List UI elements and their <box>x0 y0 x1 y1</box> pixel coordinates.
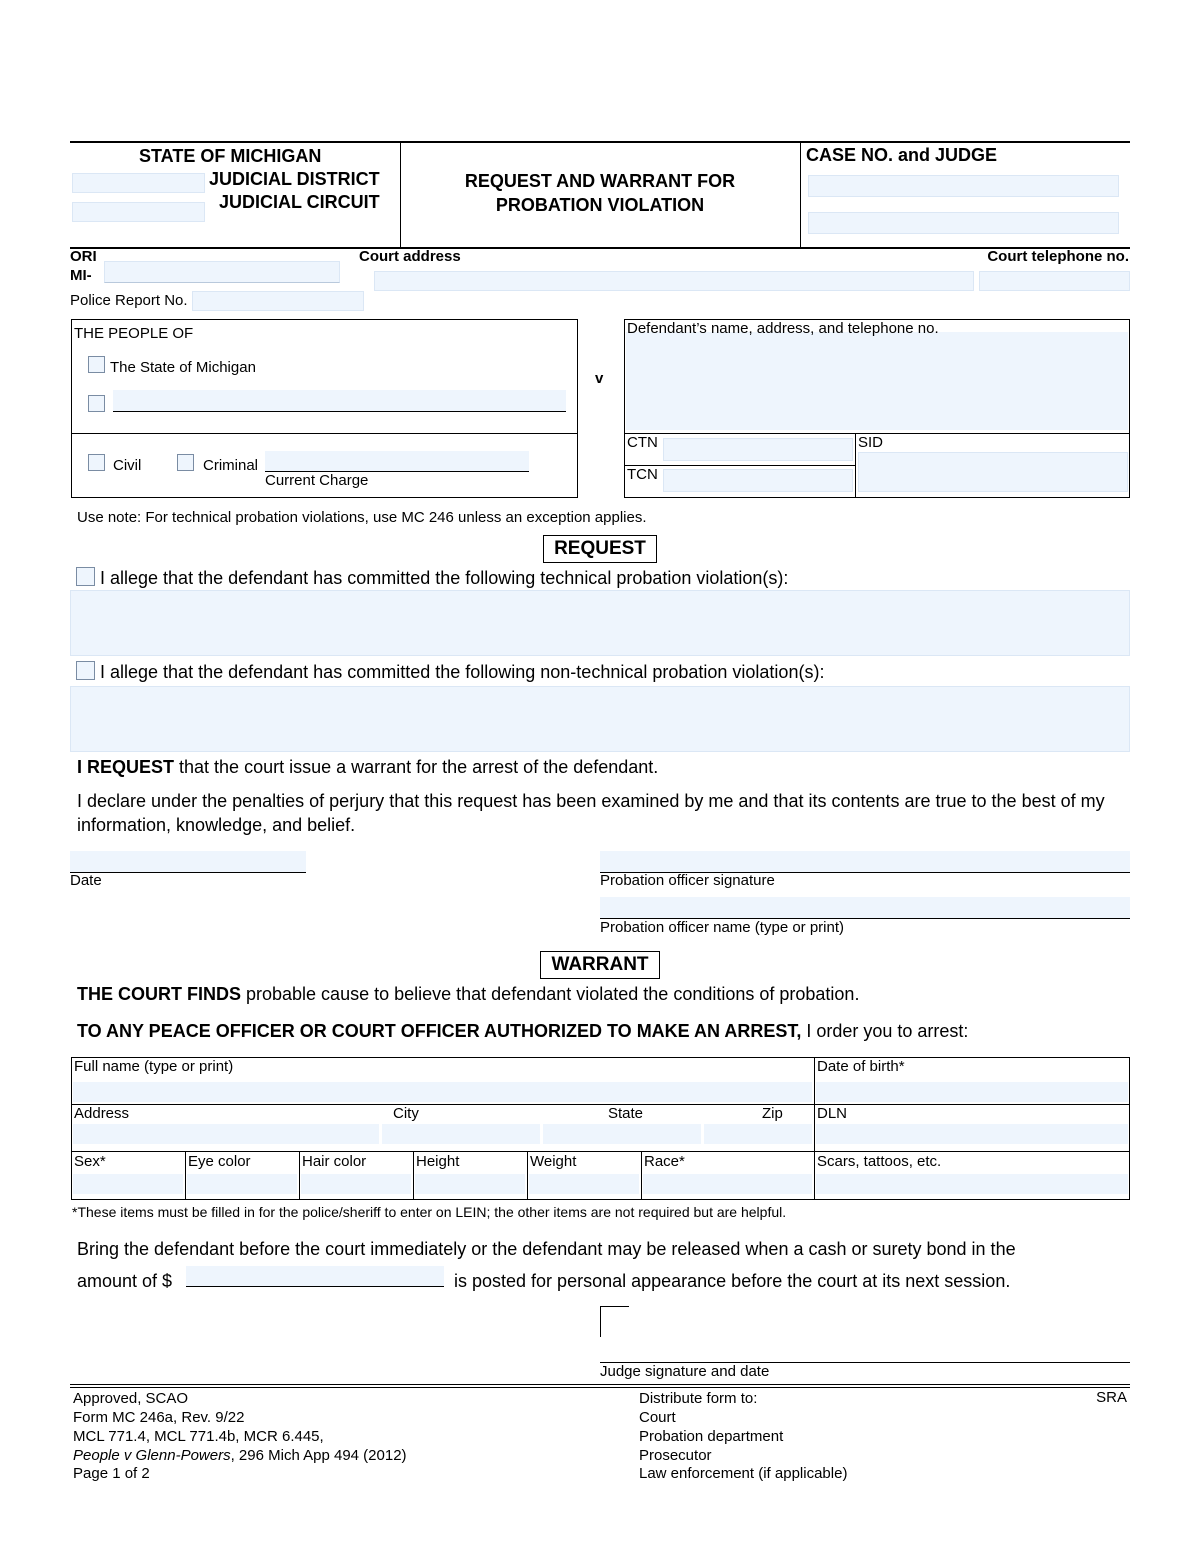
case-name: People v Glenn-Powers <box>73 1447 231 1464</box>
eye-color-field[interactable] <box>187 1174 297 1194</box>
officer-signature-field[interactable] <box>600 851 1130 873</box>
judge-signature-label: Judge signature and date <box>600 1363 770 1380</box>
eye-color-label: Eye color <box>188 1153 251 1170</box>
ctn-sid-divider <box>855 433 856 498</box>
arrest-order-bold: TO ANY PEACE OFFICER OR COURT OFFICER AUTHORIZED TO MAKE AN ARREST, <box>77 1021 802 1041</box>
distribute-law-enforcement: Law enforcement (if applicable) <box>639 1465 848 1482</box>
dob-field[interactable] <box>816 1082 1128 1102</box>
sex-label: Sex* <box>74 1153 106 1170</box>
ori-label: ORI <box>70 248 97 265</box>
full-name-field[interactable] <box>73 1082 812 1102</box>
other-plaintiff-checkbox[interactable] <box>88 395 105 412</box>
sid-field[interactable] <box>858 452 1128 492</box>
judicial-circuit-label: JUDICIAL CIRCUIT <box>219 192 380 212</box>
bond-amount-field[interactable] <box>186 1266 444 1287</box>
distribute-probation: Probation department <box>639 1428 784 1445</box>
i-request-rest: that the court issue a warrant for the arrest of the defendant. <box>174 757 659 777</box>
technical-violation-checkbox[interactable] <box>76 567 95 586</box>
grid-row-1-bottom <box>71 1104 1130 1105</box>
state-label: State <box>608 1105 644 1122</box>
mcl-references: MCL 771.4, MCL 771.4b, MCR 6.445, <box>73 1428 324 1445</box>
plaintiff-divider <box>71 433 578 434</box>
court-address-field[interactable] <box>374 271 974 291</box>
dln-label: DLN <box>817 1105 848 1122</box>
form-title-line2: PROBATION VIOLATION <box>495 195 705 215</box>
tcn-label: TCN <box>627 466 658 483</box>
mi-label: MI- <box>70 267 92 284</box>
form-number: Form MC 246a, Rev. 9/22 <box>73 1409 245 1426</box>
state-field[interactable] <box>543 1124 701 1144</box>
officer-name-label: Probation officer name (type or print) <box>600 919 845 936</box>
court-phone-field[interactable] <box>979 271 1130 291</box>
race-field[interactable] <box>643 1174 812 1194</box>
circuit-field[interactable] <box>72 202 205 222</box>
weight-label: Weight <box>530 1153 577 1170</box>
grid-col-sex <box>185 1151 186 1200</box>
hair-color-label: Hair color <box>302 1153 367 1170</box>
state-of-michigan: STATE OF MICHIGAN <box>139 146 322 166</box>
grid-col-hair <box>413 1151 414 1200</box>
scars-label: Scars, tattoos, etc. <box>817 1153 942 1170</box>
ctn-label: CTN <box>627 434 658 451</box>
case-no-label: CASE NO. and JUDGE <box>806 145 998 165</box>
footer-rule-1 <box>70 1384 1130 1385</box>
grid-col-weight <box>641 1151 642 1200</box>
people-of-label: THE PEOPLE OF <box>74 325 194 342</box>
i-request-bold: I REQUEST <box>77 757 175 777</box>
request-heading: REQUEST <box>543 535 657 563</box>
state-of-michigan-option: The State of Michigan <box>110 359 256 376</box>
criminal-label: Criminal <box>203 457 259 474</box>
civil-label: Civil <box>113 457 142 474</box>
arrest-order-statement <box>77 1021 968 1042</box>
zip-label: Zip <box>762 1105 783 1122</box>
judge-field[interactable] <box>808 212 1119 234</box>
arrest-order-rest: I order you to arrest: <box>801 1021 969 1041</box>
tcn-field[interactable] <box>663 469 853 492</box>
header-top-rule <box>70 141 1130 143</box>
grid-main-divider <box>814 1057 815 1200</box>
hair-color-field[interactable] <box>301 1174 411 1194</box>
sid-label: SID <box>858 434 884 451</box>
distribute-label: Distribute form to: <box>639 1390 758 1407</box>
posted-text: is posted for personal appearance before the court at its next session. <box>454 1271 1011 1291</box>
perjury-declaration: I declare under the penalties of perjury that this request has been examined by me and that its contents are true to the best of my information, knowledge, and belief. <box>77 791 1105 835</box>
distribute-prosecutor: Prosecutor <box>639 1447 712 1464</box>
other-plaintiff-field[interactable] <box>113 390 566 412</box>
footer-rule-2 <box>70 1387 1130 1388</box>
header-bottom-rule <box>70 247 1130 249</box>
defendant-field[interactable] <box>626 332 1128 430</box>
grid-row-2-bottom <box>71 1151 1130 1152</box>
lein-note: *These items must be filled in for the police/sheriff to enter on LEIN; the other items are not required but are helpful. <box>72 1204 787 1220</box>
officer-name-field[interactable] <box>600 897 1130 919</box>
request-date-label: Date <box>70 872 102 889</box>
non-technical-violation-field[interactable] <box>70 686 1130 752</box>
police-report-label: Police Report No. <box>70 292 188 309</box>
court-finds-statement <box>77 984 859 1005</box>
non-technical-violation-checkbox[interactable] <box>76 661 95 680</box>
city-label: City <box>393 1105 419 1122</box>
request-date-field[interactable] <box>70 851 306 873</box>
scars-field[interactable] <box>816 1174 1128 1194</box>
amount-of-label: amount of $ <box>77 1271 173 1291</box>
dln-field[interactable] <box>816 1124 1128 1144</box>
judicial-district-label: JUDICIAL DISTRICT <box>209 169 380 189</box>
sra-label: SRA <box>1096 1389 1127 1406</box>
case-citation: , 296 Mich App 494 (2012) <box>230 1447 407 1464</box>
defendant-label: Defendant’s name, address, and telephone no. <box>627 320 939 337</box>
district-field[interactable] <box>72 173 205 193</box>
height-field[interactable] <box>415 1174 525 1194</box>
full-name-label: Full name (type or print) <box>74 1058 234 1075</box>
sex-field[interactable] <box>73 1174 183 1194</box>
height-label: Height <box>416 1153 460 1170</box>
bring-defendant-text: Bring the defendant before the court immediately or the defendant may be released when a cash or surety bond in the <box>77 1239 1016 1259</box>
versus-label: v <box>595 370 604 387</box>
state-of-michigan-checkbox[interactable] <box>88 356 105 373</box>
court-address-label: Court address <box>359 248 461 265</box>
grid-col-height <box>527 1151 528 1200</box>
warrant-heading: WARRANT <box>540 951 660 979</box>
race-label: Race* <box>644 1153 685 1170</box>
current-charge-label: Current Charge <box>265 472 369 489</box>
officer-signature-label: Probation officer signature <box>600 872 775 889</box>
ori-field[interactable] <box>104 261 340 283</box>
address-label: Address <box>74 1105 130 1122</box>
grid-col-eye <box>299 1151 300 1200</box>
zip-field[interactable] <box>704 1124 812 1144</box>
header-divider-2 <box>800 142 801 247</box>
non-technical-violation-label: I allege that the defendant has committed the following non-technical probation violation(s): <box>100 662 825 682</box>
distribute-court: Court <box>639 1409 676 1426</box>
court-finds-rest: probable cause to believe that defendant violated the conditions of probation. <box>241 984 860 1004</box>
address-field[interactable] <box>73 1124 379 1144</box>
civil-checkbox[interactable] <box>88 454 105 471</box>
police-report-field[interactable] <box>192 291 364 311</box>
court-phone-label: Court telephone no. <box>987 248 1129 265</box>
i-request-statement <box>77 757 658 778</box>
criminal-checkbox[interactable] <box>177 454 194 471</box>
city-field[interactable] <box>382 1124 540 1144</box>
court-finds-bold: THE COURT FINDS <box>77 984 241 1004</box>
ctn-tcn-divider <box>624 465 855 466</box>
ctn-field[interactable] <box>663 438 853 461</box>
form-title-line1: REQUEST AND WARRANT FOR <box>464 171 736 191</box>
approved-scao: Approved, SCAO <box>73 1390 189 1407</box>
signature-corner-mark <box>600 1306 629 1337</box>
case-reference <box>73 1447 407 1464</box>
technical-violation-label: I allege that the defendant has committed the following technical probation violation(s): <box>100 568 789 588</box>
current-charge-field[interactable] <box>265 451 529 472</box>
dob-label: Date of birth* <box>817 1058 905 1075</box>
page-number: Page 1 of 2 <box>73 1465 150 1482</box>
weight-field[interactable] <box>529 1174 639 1194</box>
use-note: Use note: For technical probation violations, use MC 246 unless an exception applies. <box>77 509 647 526</box>
technical-violation-field[interactable] <box>70 590 1130 656</box>
case-no-field[interactable] <box>808 175 1119 197</box>
